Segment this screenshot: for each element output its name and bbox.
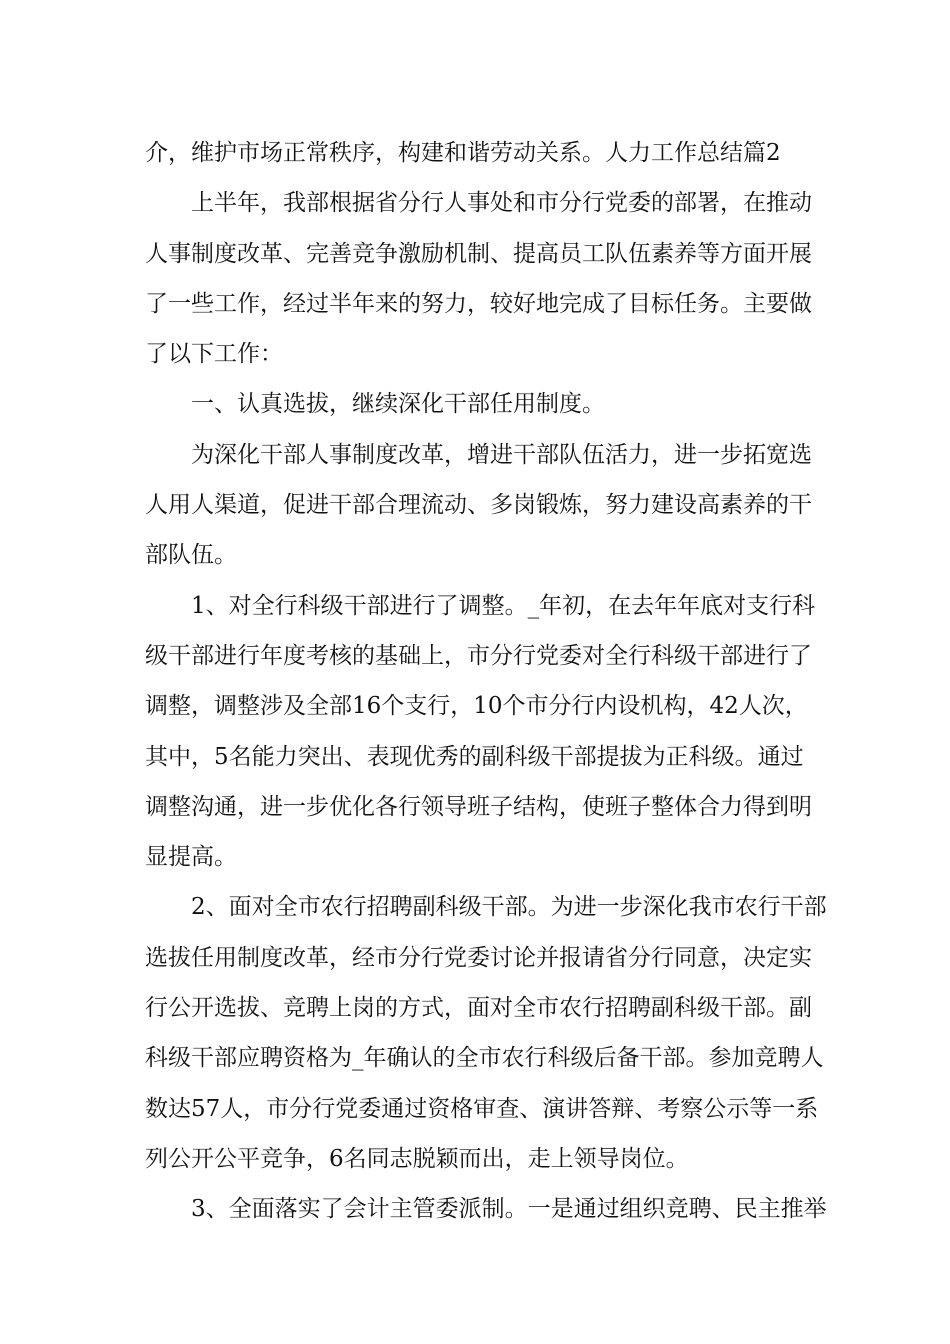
text-line: 3、全面落实了会计主管委派制。一是通过组织竞聘、民主推举 xyxy=(191,1196,827,1223)
text-line: 显提高。 xyxy=(145,844,237,871)
text-line: 为深化干部人事制度改革，增进干部队伍活力，进一步拓宽选 xyxy=(191,441,812,468)
document-body xyxy=(145,134,827,1241)
text-line: 级干部进行年度考核的基础上，市分行党委对全行科级干部进行了 xyxy=(145,642,812,669)
text-line: 人事制度改革、完善竞争激励机制、提高员工队伍素养等方面开展 xyxy=(145,240,812,267)
text-line: 其中，5名能力突出、表现优秀的副科级干部提拔为正科级。通过 xyxy=(145,743,804,770)
text-line: 部队伍。 xyxy=(145,542,237,569)
text-line: 人用人渠道，促进干部合理流动、多岗锻炼，努力建设高素养的干 xyxy=(145,492,812,519)
text-line: 行公开选拔、竞聘上岗的方式，面对全市农行招聘副科级干部。副 xyxy=(145,995,812,1022)
text-line: 介，维护市场正常秩序，构建和谐劳动关系。人力工作总结篇2 xyxy=(145,140,781,166)
text-line: 2、面对全市农行招聘副科级干部。为进一步深化我市农行干部 xyxy=(191,894,827,921)
text-line: 上半年，我部根据省分行人事处和市分行党委的部署，在推动 xyxy=(191,190,812,217)
text-line: 数达57人，市分行党委通过资格审查、演讲答辩、考察公示等一系 xyxy=(145,1095,819,1122)
section-heading: 一、认真选拔，继续深化干部任用制度。 xyxy=(191,391,605,418)
text-line: 调整沟通，进一步优化各行领导班子结构，使班子整体合力得到明 xyxy=(145,793,812,820)
text-line: 调整，调整涉及全部16个支行，10个市分行内设机构，42人次， xyxy=(145,693,808,720)
text-line: 科级干部应聘资格为_年确认的全市农行科级后备干部。参加竞聘人 xyxy=(145,1045,824,1072)
text-line: 了一些工作，经过半年来的努力，较好地完成了目标任务。主要做 xyxy=(145,290,812,317)
text-line: 列公开公平竞争，6名同志脱颖而出，走上领导岗位。 xyxy=(145,1145,689,1172)
text-line: 1、对全行科级干部进行了调整。_年初，在去年年底对支行科 xyxy=(191,592,816,619)
text-line: 了以下工作： xyxy=(145,341,283,368)
text-line: 选拔任用制度改革，经市分行党委讨论并报请省分行同意，决定实 xyxy=(145,944,812,971)
